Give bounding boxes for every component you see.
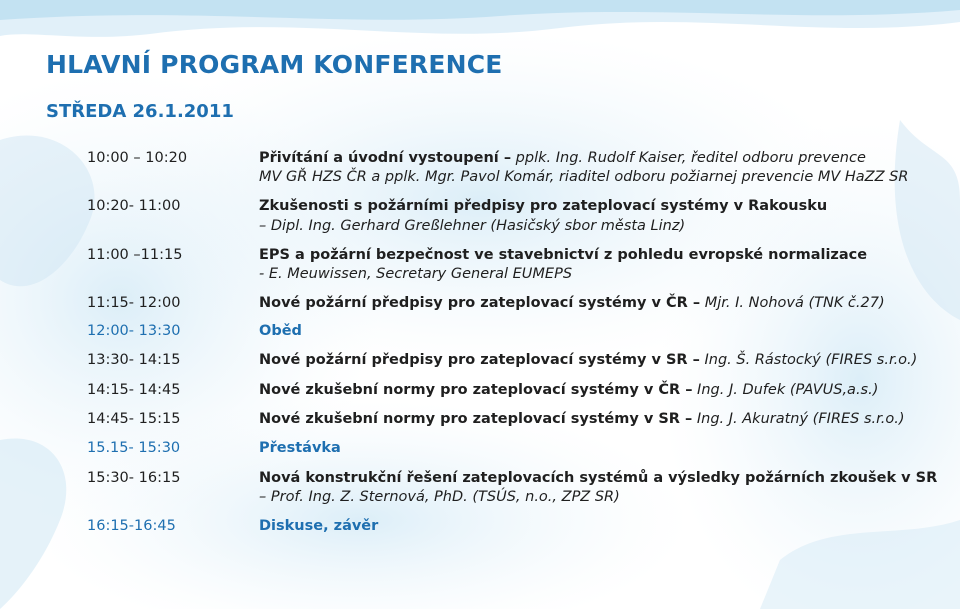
session-speaker: - E. Meuwissen, Secretary General EUMEPS xyxy=(259,266,573,282)
session-title-line xyxy=(259,440,341,456)
session-speaker: Ing. J. Akuratný (FIRES s.r.o.) xyxy=(692,411,905,427)
session-time: 11:00 –11:15 xyxy=(87,247,183,263)
session-title-line xyxy=(259,198,827,214)
session-speaker: Ing. J. Dufek (PAVUS,a.s.) xyxy=(692,382,879,398)
session-time: 15:30- 16:15 xyxy=(87,470,181,486)
session-speaker-line xyxy=(259,489,620,505)
session-title-line xyxy=(259,150,866,166)
session-title-line xyxy=(259,411,905,427)
session-title: Oběd xyxy=(259,323,302,339)
session-time: 14:15- 14:45 xyxy=(87,382,181,398)
session-speaker-line xyxy=(259,218,685,234)
session-time: 14:45- 15:15 xyxy=(87,411,181,427)
session-speaker: – Dipl. Ing. Gerhard Greßlehner (Hasičský sbor města Linz) xyxy=(259,218,686,234)
session-speaker: pplk. Ing. Rudolf Kaiser, ředitel odboru prevence xyxy=(511,150,866,166)
session-title: Nové požární předpisy pro zateplovací systémy v SR – xyxy=(259,352,700,368)
session-title-line xyxy=(259,247,867,263)
session-title: Nové požární předpisy pro zateplovací systémy v ČR – xyxy=(259,295,701,311)
session-title: Diskuse, závěr xyxy=(259,518,379,534)
session-title: Nové zkušební normy pro zateplovací systémy v ČR – xyxy=(259,382,693,398)
session-time: 10:20- 11:00 xyxy=(87,198,181,214)
session-title: Nová konstrukční řešení zateplovacích systémů a výsledky požárních zkoušek v SR xyxy=(259,470,938,486)
session-speaker: Mjr. I. Nohová (TNK č.27) xyxy=(700,295,885,311)
session-speaker: MV GŘ HZS ČR a pplk. Mgr. Pavol Komár, riaditel odboru požiarnej prevencie MV HaZZ SR xyxy=(259,169,909,185)
session-title-line xyxy=(259,518,378,534)
session-title: Nové zkušební normy pro zateplovací systémy v SR – xyxy=(259,411,693,427)
session-time: 13:30- 14:15 xyxy=(87,352,181,368)
session-title-line xyxy=(259,470,937,486)
page-subtitle-date: STŘEDA 26.1.2011 xyxy=(46,101,234,122)
session-speaker: – Prof. Ing. Z. Sternová, PhD. (TSÚS, n.o., ZPZ SR) xyxy=(259,489,620,505)
session-speaker-line xyxy=(259,266,572,282)
session-title: Zkušenosti s požárními předpisy pro zateplovací systémy v Rakousku xyxy=(259,198,828,214)
session-title-line xyxy=(259,295,885,311)
session-time: 11:15- 12:00 xyxy=(87,295,181,311)
session-title: Přestávka xyxy=(259,440,341,456)
session-title-line xyxy=(259,352,917,368)
session-time: 15.15- 15:30 xyxy=(87,440,181,456)
session-time: 16:15-16:45 xyxy=(87,518,176,534)
session-time: 12:00- 13:30 xyxy=(87,323,181,339)
session-time: 10:00 – 10:20 xyxy=(87,150,188,166)
session-title: Přivítání a úvodní vystoupení – xyxy=(259,150,512,166)
session-speaker-line xyxy=(259,169,908,185)
session-speaker: Ing. Š. Rástocký (FIRES s.r.o.) xyxy=(699,352,918,368)
session-title-line xyxy=(259,382,878,398)
session-title-line xyxy=(259,323,302,339)
session-title: EPS a požární bezpečnost ve stavebnictví z pohledu evropské normalizace xyxy=(259,247,868,263)
page-title: HLAVNÍ PROGRAM KONFERENCE xyxy=(46,50,503,79)
